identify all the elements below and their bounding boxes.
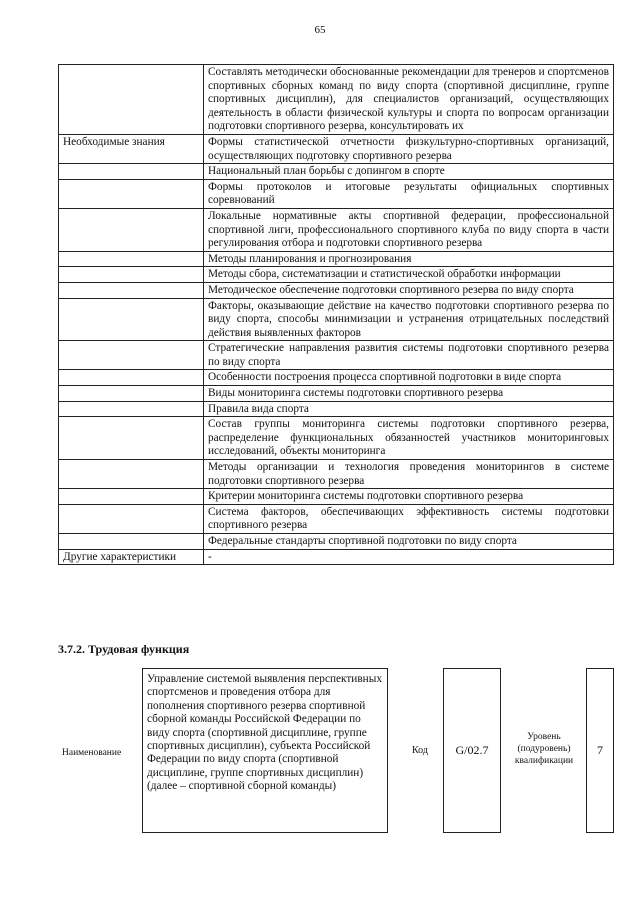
table-row [59,282,614,298]
table-row [59,65,614,135]
row-text: Виды мониторинга системы подготовки спортивного резерва [204,386,614,402]
qualification-level-box [586,668,614,833]
row-text: Локальные нормативные акты спортивной федерации, профессиональной спортивной лиги, профессионального спортивного клуба по виду спорта в части регулирования отбора и подготовки спортивного резерва [204,208,614,251]
table-row [59,504,614,533]
row-label [59,401,204,417]
row-label [59,164,204,180]
row-label [59,417,204,460]
row-text: Методическое обеспечение подготовки спортивного резерва по виду спорта [204,282,614,298]
row-text: Методы сбора, систематизации и статистической обработки информации [204,267,614,283]
code-value: G/02.7 [455,743,489,757]
row-text: - [204,549,614,565]
row-label: Другие характеристики [59,549,204,565]
row-label [59,489,204,505]
table-row [59,164,614,180]
row-text: Система факторов, обеспечивающих эффективность системы подготовки спортивного резерва [204,504,614,533]
row-text: Формы протоколов и итоговые результаты официальных спортивных соревнований [204,179,614,208]
table-row [59,417,614,460]
table-row [59,179,614,208]
name-label: Наименование [62,748,122,758]
row-text: Национальный план борьбы с допингом в спорте [204,164,614,180]
table-row [59,267,614,283]
row-label [59,370,204,386]
row-label [59,267,204,283]
function-name-box: Управление системой выявления перспективных спортсменов и проведения отбора для пополнения спортивного резерва спортивной сборной команды Российской Федерации по виду спорта (спортивной дисциплине, группе спортивных дисциплин), субъекта Российской Федерации по виду спорта (спортивной дисциплине, группе спортивных дисциплин) (далее – спортивной сборной команды) [142,668,388,833]
table-row [59,341,614,370]
row-text: Состав группы мониторинга системы подготовки спортивного резерва, распределение функциональных обязанностей участников мониторинговых исследований, объекты мониторинга [204,417,614,460]
table-row [59,370,614,386]
row-text: Составлять методически обоснованные рекомендации для тренеров и спортсменов спортивных сборных команд по виду спорта (спортивной дисциплине, группе спортивных дисциплин), для специалистов организаций, осуществляющих деятельность в области физической культуры и спорта по вопросам организации подготовки спортивного резерва, консультировать их [204,65,614,135]
row-label: Необходимые знания [59,134,204,163]
qualification-level-label: Уровень (подуровень) квалификации [514,732,574,766]
table-row [59,386,614,402]
row-label [59,282,204,298]
requirements-table [58,64,614,565]
table-row [59,401,614,417]
row-text: Методы организации и технология проведения мониторингов в системе подготовки спортивного резерва [204,460,614,489]
row-label [59,208,204,251]
row-label [59,341,204,370]
row-text: Особенности построения процесса спортивной подготовки в виде спорта [204,370,614,386]
row-label [59,386,204,402]
row-text: Формы статистической отчетности физкультурно-спортивных организаций, осуществляющих подготовку спортивного резерва [204,134,614,163]
row-text: Методы планирования и прогнозирования [204,251,614,267]
row-label [59,251,204,267]
table-row [59,298,614,341]
row-label [59,298,204,341]
table-row [59,208,614,251]
row-text: Факторы, оказывающие действие на качество подготовки спортивного резерва по виду спорта, способы минимизации и устранения отрицательных последствий действия выявленных факторов [204,298,614,341]
table-row [59,534,614,550]
row-label [59,534,204,550]
code-box [443,668,501,833]
table-row [59,489,614,505]
table-row [59,134,614,163]
row-label [59,460,204,489]
row-label [59,65,204,135]
row-label [59,179,204,208]
row-label [59,504,204,533]
row-text: Федеральные стандарты спортивной подготовки по виду спорта [204,534,614,550]
table-row [59,549,614,565]
row-text: Стратегические направления развития системы подготовки спортивного резерва по виду спорта [204,341,614,370]
row-text: Правила вида спорта [204,401,614,417]
table-row [59,251,614,267]
qualification-level-value: 7 [597,743,603,757]
code-label: Код [412,745,428,756]
page-number: 65 [314,24,326,36]
section-title: 3.7.2. Трудовая функция [58,642,190,656]
row-text: Критерии мониторинга системы подготовки спортивного резерва [204,489,614,505]
table-row [59,460,614,489]
